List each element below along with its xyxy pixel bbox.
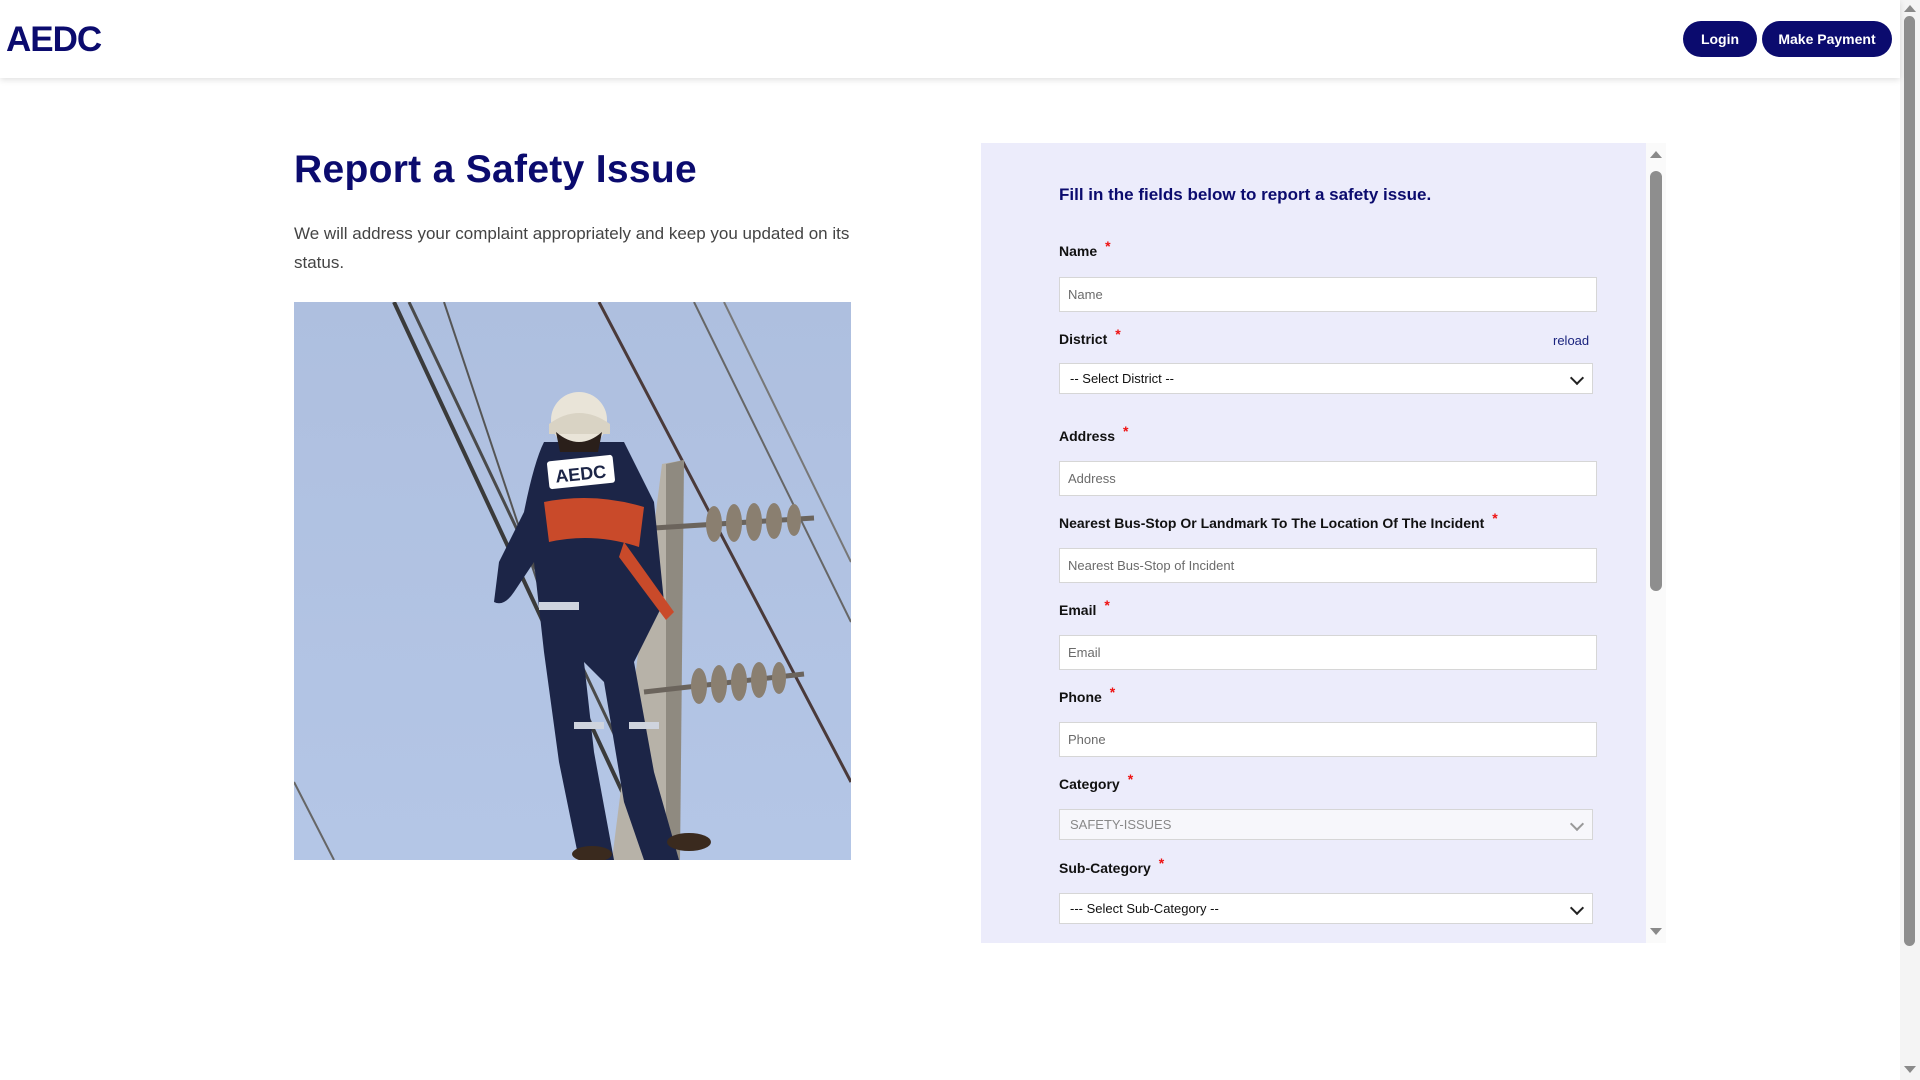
subcategory-label: Sub-Category * — [1059, 855, 1165, 876]
required-mark: * — [1109, 684, 1116, 700]
busstop-label: Nearest Bus-Stop Or Landmark To The Location Of The Incident * — [1059, 510, 1498, 531]
form-scroll-thumb[interactable] — [1650, 171, 1662, 591]
chevron-down-icon — [1570, 817, 1584, 831]
district-label: District * — [1059, 326, 1121, 347]
phone-input[interactable] — [1059, 722, 1597, 757]
phone-label: Phone * — [1059, 684, 1116, 705]
page-scroll-thumb[interactable] — [1904, 16, 1915, 946]
category-select[interactable]: SAFETY-ISSUES — [1059, 809, 1593, 840]
safety-form — [981, 143, 1646, 943]
required-mark: * — [1492, 510, 1498, 526]
address-input[interactable] — [1059, 461, 1597, 496]
page-title: Report a Safety Issue — [294, 148, 697, 191]
required-mark: * — [1104, 597, 1110, 613]
name-label: Name * — [1059, 238, 1111, 259]
required-mark: * — [1158, 855, 1165, 871]
name-input[interactable] — [1059, 277, 1597, 312]
make-payment-button[interactable]: Make Payment — [1762, 21, 1892, 57]
scroll-up-arrow-icon[interactable] — [1904, 5, 1916, 12]
required-mark: * — [1123, 423, 1129, 439]
login-button[interactable]: Login — [1683, 21, 1757, 57]
chevron-down-icon — [1570, 371, 1584, 385]
chevron-down-icon — [1570, 901, 1584, 915]
site-header — [0, 0, 1900, 78]
form-heading: Fill in the fields below to report a safety issue. — [1059, 185, 1432, 204]
subcategory-select[interactable]: --- Select Sub-Category -- — [1059, 893, 1593, 924]
scroll-down-arrow-icon[interactable] — [1650, 928, 1662, 935]
logo-text: AEDC — [6, 20, 102, 54]
district-select[interactable]: -- Select District -- — [1059, 363, 1593, 394]
email-label: Email * — [1059, 597, 1110, 618]
photo-badge-text: AEDC — [554, 461, 608, 487]
required-mark: * — [1105, 238, 1111, 254]
address-label: Address * — [1059, 423, 1129, 444]
reload-link[interactable]: reload — [1553, 333, 1590, 348]
required-mark: * — [1127, 771, 1134, 787]
scroll-down-arrow-icon[interactable] — [1904, 1066, 1916, 1073]
busstop-input[interactable] — [1059, 548, 1597, 583]
category-label: Category * — [1059, 771, 1134, 792]
scroll-up-arrow-icon[interactable] — [1650, 151, 1662, 158]
aedc-logo[interactable] — [6, 20, 134, 54]
lineman-photo — [294, 302, 851, 860]
required-mark: * — [1115, 326, 1121, 342]
form-scrollbar[interactable] — [1646, 143, 1666, 943]
page-scrollbar[interactable] — [1900, 0, 1920, 1080]
email-input[interactable] — [1059, 635, 1597, 670]
intro-text: We will address your complaint appropriately and keep you updated on its status. — [294, 224, 850, 272]
